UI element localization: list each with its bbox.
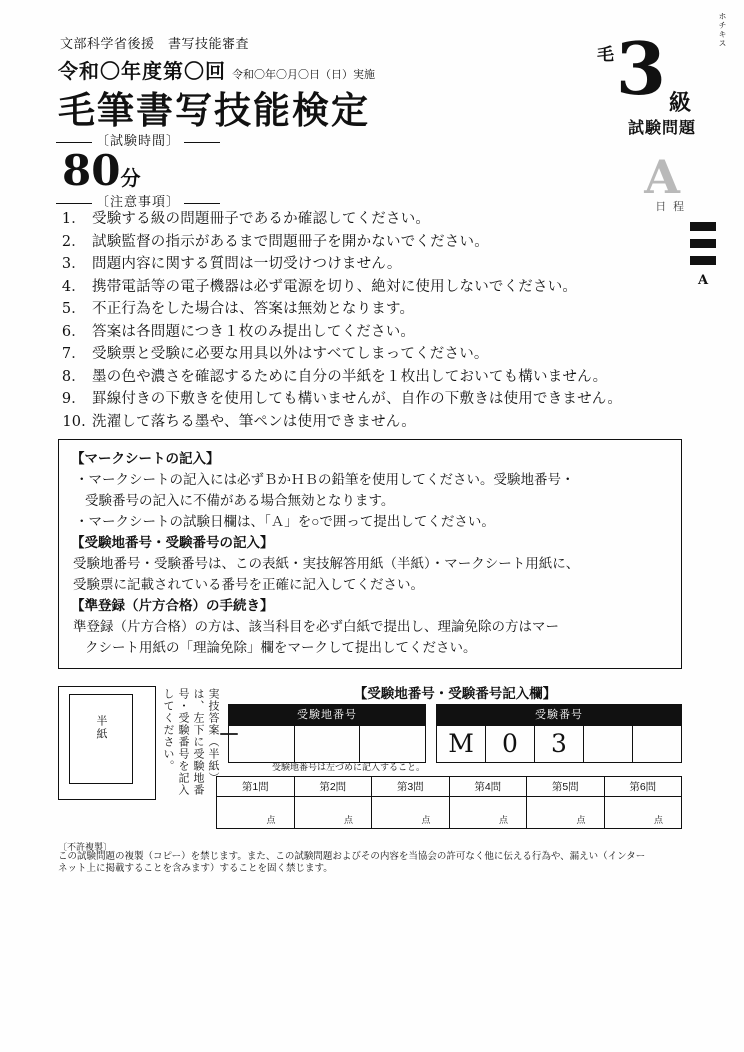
notice-text: 洗濯して落ちる墨や、筆ペンは使用できません。 bbox=[92, 413, 416, 430]
exam-time-minutes: 80 bbox=[62, 146, 121, 195]
notice-text: 受験票と受験に必要な用具以外はすべてしまってください。 bbox=[92, 346, 489, 362]
score-value-cell[interactable]: 点 bbox=[372, 797, 450, 829]
exam-site-number-header: 受験地番号 bbox=[228, 704, 426, 725]
exam-number-cell[interactable]: 3 bbox=[535, 726, 584, 762]
copyright-line-1: この試験問題の複製（コピー）を禁じます。また、この試験問題およびその内容を当協会の許可なく他に伝える行為や、漏えい（インター bbox=[58, 852, 646, 862]
hanshi-inner-frame bbox=[69, 694, 133, 784]
exam-site-number-group bbox=[228, 704, 426, 763]
list-item bbox=[58, 276, 678, 299]
exam-number-group bbox=[436, 704, 682, 763]
schedule-label: 日 程 bbox=[655, 201, 686, 213]
notice-list bbox=[58, 208, 678, 433]
score-header-cell: 第2問 bbox=[294, 777, 372, 797]
list-item bbox=[58, 321, 678, 344]
exam-site-number-cells[interactable] bbox=[228, 725, 426, 763]
exam-time-unit: 分 bbox=[120, 168, 141, 190]
notice-text: 墨の色や濃さを確認するために自分の半紙を１枚出しておいても構いません。 bbox=[92, 368, 608, 385]
number-separator: － bbox=[218, 722, 241, 747]
copyright-heading: 〔不許複製〕 bbox=[58, 842, 113, 852]
exam-year-main: 令和〇年度第〇回 bbox=[58, 61, 226, 83]
instructions-marksheet-line1: ・マークシートの記入には必ずＢかＨＢの鉛筆を使用してください。受験地番号・ bbox=[75, 472, 575, 487]
exam-site-number-cell[interactable] bbox=[295, 726, 361, 762]
schedule-letter: A bbox=[644, 150, 680, 204]
notice-number: 1． bbox=[61, 211, 86, 227]
score-table bbox=[216, 776, 682, 829]
exam-number-cell[interactable]: M bbox=[437, 726, 486, 762]
score-value-cell[interactable]: 点 bbox=[604, 797, 682, 829]
instructions-heading-marksheet: 【マークシートの記入】 bbox=[71, 451, 220, 466]
number-entry-note: 受験地番号は左づめに記入すること。 bbox=[272, 762, 426, 772]
table-row bbox=[217, 777, 682, 797]
score-header-cell: 第1問 bbox=[217, 777, 295, 797]
exam-site-number-cell[interactable] bbox=[360, 726, 426, 762]
instructions-box bbox=[58, 439, 682, 669]
registration-marks bbox=[690, 222, 716, 288]
notice-number: 4． bbox=[61, 278, 86, 295]
notice-number: 7． bbox=[61, 346, 86, 362]
list-item bbox=[58, 343, 678, 366]
instructions-marksheet-line3: ・マークシートの試験日欄は、「Ａ」を○で囲って提出してください。 bbox=[75, 514, 495, 529]
list-item bbox=[58, 298, 678, 321]
hanshi-note: 実技答案（半紙）は、左下に受験地番号・受験番号を記入してください。 bbox=[162, 688, 219, 796]
exam-time-value bbox=[62, 146, 140, 195]
notice-number: 5． bbox=[61, 301, 86, 317]
score-value-cell[interactable]: 点 bbox=[217, 797, 295, 829]
grade-number: 3 bbox=[615, 26, 666, 111]
notice-number: 6． bbox=[61, 323, 86, 340]
mark-bar-3 bbox=[690, 256, 716, 265]
copyright-text bbox=[58, 851, 678, 875]
instructions-marksheet-line2 bbox=[71, 490, 669, 511]
list-item bbox=[58, 231, 678, 254]
exam-number-cells[interactable] bbox=[436, 725, 682, 763]
score-header-cell: 第6問 bbox=[604, 777, 682, 797]
exam-number-cell[interactable]: 0 bbox=[486, 726, 535, 762]
score-header-cell: 第3問 bbox=[372, 777, 450, 797]
score-value-cell[interactable]: 点 bbox=[294, 797, 372, 829]
exam-number-cell[interactable] bbox=[584, 726, 633, 762]
list-item bbox=[58, 366, 678, 389]
notice-text: 不正行為をした場合は、答案は無効となります。 bbox=[92, 301, 415, 317]
instructions-heading-partial: 【準登録（片方合格）の手続き】 bbox=[71, 598, 274, 613]
exam-number-header: 受験番号 bbox=[436, 704, 682, 725]
instructions-numbers-line1: 受験地番号・受験番号は、この表紙・実技解答用紙（半紙）・マークシート用紙に、 bbox=[73, 556, 580, 571]
mark-bar-1 bbox=[690, 222, 716, 231]
score-header-cell: 第5問 bbox=[527, 777, 605, 797]
instructions-heading-numbers: 【受験地番号・受験番号の記入】 bbox=[71, 535, 274, 550]
exam-time-label-text: 〔試験時間〕 bbox=[96, 133, 181, 148]
table-row bbox=[217, 797, 682, 829]
exam-problem-label: 試験問題 bbox=[627, 120, 696, 137]
notice-number: 2． bbox=[61, 233, 86, 250]
sponsor-line: 文部科学省後援 書写技能審査 bbox=[60, 36, 250, 51]
notice-text: 問題内容に関する質問は一切受けつけません。 bbox=[92, 256, 402, 272]
notice-section-label-text: 〔注意事項〕 bbox=[96, 194, 181, 209]
notice-number: 3． bbox=[61, 256, 86, 272]
number-entry-title: 【受験地番号・受験番号記入欄】 bbox=[353, 686, 557, 701]
copyright-line-2: ネット上に掲載することを含みます）することを固く禁じます。 bbox=[58, 864, 333, 874]
instructions-partial-line1: 準登録（片方合格）の方は、該当科目を必ず白紙で提出し、理論免除の方はマー bbox=[73, 619, 559, 634]
list-item bbox=[58, 253, 678, 276]
score-value-cell[interactable]: 点 bbox=[449, 797, 527, 829]
brush-kanji-label: 毛 bbox=[594, 45, 613, 63]
exam-number-cell[interactable] bbox=[633, 726, 682, 762]
list-item bbox=[58, 388, 678, 411]
notice-text: 試験監督の指示があるまで問題冊子を開かないでください。 bbox=[92, 233, 489, 250]
score-header-cell: 第4問 bbox=[449, 777, 527, 797]
page-title: 毛筆書写技能検定 bbox=[58, 88, 370, 132]
notice-number: 10. bbox=[62, 413, 86, 430]
staple-label: ホチキス bbox=[718, 12, 727, 48]
list-item bbox=[58, 411, 678, 434]
hanshi-label: 半紙 bbox=[95, 715, 107, 741]
notice-text: 罫線付きの下敷きを使用しても構いませんが、自作の下敷きは使用できません。 bbox=[92, 391, 623, 407]
hanshi-diagram bbox=[58, 686, 156, 800]
grade-kyu-label: 級 bbox=[668, 90, 691, 115]
score-value-cell[interactable]: 点 bbox=[527, 797, 605, 829]
instructions-numbers-line2: 受験票に記載されている番号を正確に記入してください。 bbox=[73, 577, 424, 592]
mark-letter: A bbox=[697, 273, 709, 288]
notice-text: 受験する級の問題冊子であるか確認してください。 bbox=[92, 211, 431, 227]
instructions-marksheet-line2-text: 受験番号の記入に不備がある場合無効となります。 bbox=[85, 493, 395, 508]
notice-text: 携帯電話等の電子機器は必ず電源を切り、絶対に使用しないでください。 bbox=[92, 278, 578, 295]
exam-year-sub: 令和〇年〇月〇日（日）実施 bbox=[232, 69, 375, 81]
number-entry-section bbox=[228, 682, 682, 763]
mark-bar-2 bbox=[690, 239, 716, 248]
notice-number: 8． bbox=[61, 368, 86, 385]
instructions-partial-line2: クシート用紙の「理論免除」欄をマークして提出してください。 bbox=[85, 640, 477, 655]
notice-text: 答案は各問題につき１枚のみ提出してください。 bbox=[92, 323, 416, 340]
notice-number: 9． bbox=[61, 391, 86, 407]
list-item bbox=[58, 208, 678, 231]
